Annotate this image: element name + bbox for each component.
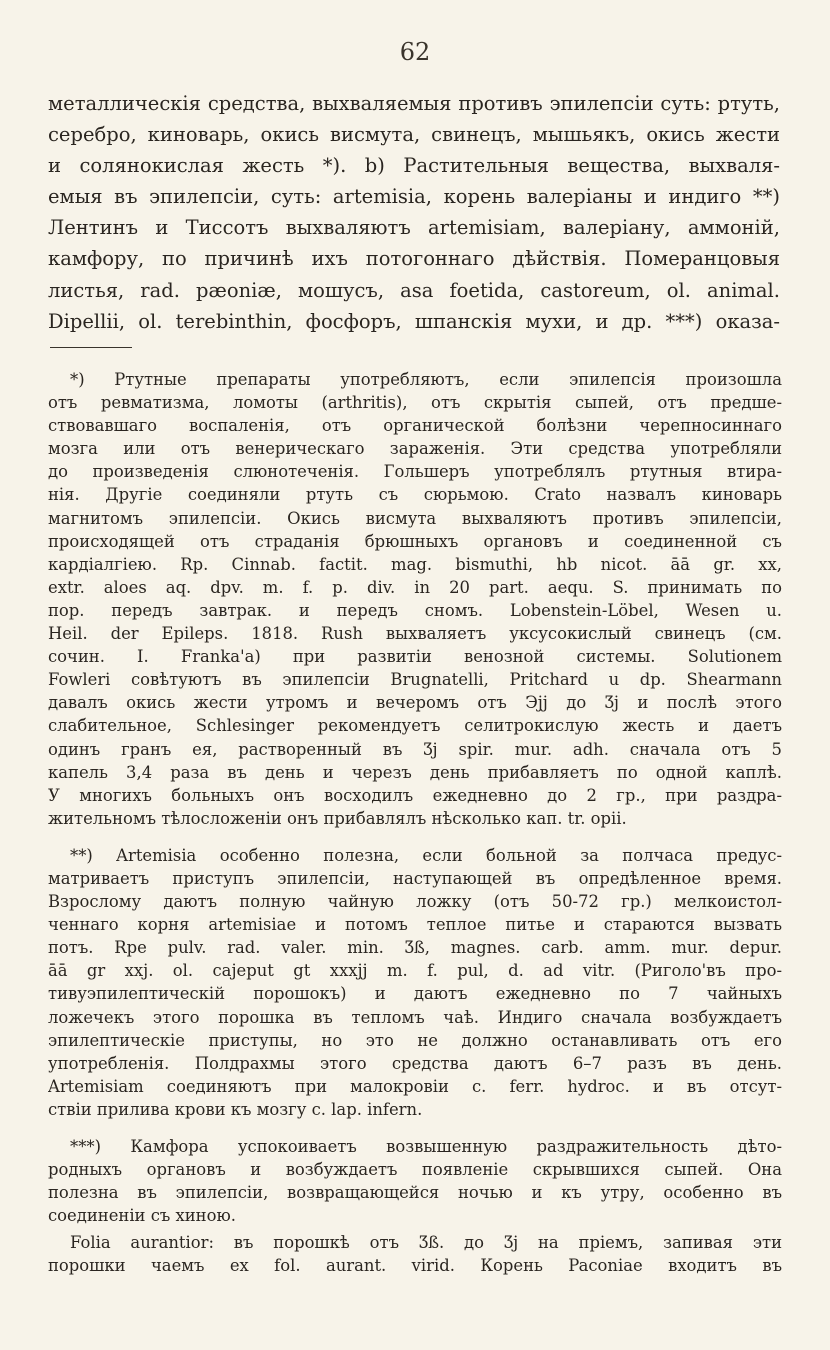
footnote-line: мозга или отъ венерическаго зараженія. Эти средства употребляли bbox=[48, 439, 782, 459]
footnote-line: до произведенія слюнотеченія. Гольшеръ употреблялъ ртутныя втира- bbox=[48, 462, 782, 482]
footnote-line: пор. передъ завтрак. и передъ сномъ. Lobenstein-Löbel, Wesen u. bbox=[48, 600, 782, 620]
footnote-line: Взрослому даютъ полную чайную ложку (отъ 50-72 гр.) мелкоистол- bbox=[48, 892, 782, 912]
footnote-line: полезна въ эпилепсіи, возвращающейся ночью и къ утру, особенно въ bbox=[48, 1183, 782, 1203]
footnotes bbox=[48, 368, 782, 1292]
footnote-line: ствіи прилива крови къ мозгу с. lap. infern. bbox=[48, 1099, 423, 1119]
footnote-line: давалъ окись жести утромъ и вечеромъ отъ Эjj до Ʒj и послѣ этого bbox=[48, 693, 782, 713]
footnote-line: тивуэпилептическій порошокъ) и даютъ ежедневно по 7 чайныхъ bbox=[48, 984, 782, 1004]
footnote-line: Heil. der Epileps. 1818. Rush выхваляетъ уксусокислый свинецъ (см. bbox=[48, 624, 782, 644]
footnote-line: **) Artemisia особенно полезна, если больной за полчаса предус- bbox=[70, 845, 782, 865]
footnote-line: ствовавшаго воспаленія, отъ органической болѣзни черепносиннаго bbox=[48, 416, 782, 436]
footnote-line: Fowleri совѣтуютъ въ эпилепсіи Brugnatelli, Pritchard u dp. Shearmann bbox=[48, 670, 782, 690]
main-line: емыя въ эпилепсіи, суть: artemisia, корень валеріаны и индиго **) bbox=[48, 185, 780, 209]
footnote-line: Artemisiam соединяютъ при малокровіи с. ferr. hydroc. и въ отсут- bbox=[48, 1076, 782, 1096]
footnote-line: одинъ гранъ ея, растворенный въ Ʒj spir. mur. adh. сначала отъ 5 bbox=[48, 739, 782, 759]
footnote-2 bbox=[48, 844, 782, 1121]
footnote-line: порошки чаемъ ex fol. aurant. virid. Корень Paconiae входитъ въ bbox=[48, 1256, 782, 1276]
footnote-line: родныхъ органовъ и возбуждаетъ появленіе скрывшихся сыпей. Она bbox=[48, 1160, 782, 1180]
footnote-line: жительномъ тѣлосложеніи онъ прибавлялъ нѣсколько кап. tr. opii. bbox=[48, 808, 627, 828]
footnote-line: употребленія. Полдрахмы этого средства даютъ 6–7 разъ въ день. bbox=[48, 1053, 782, 1073]
footnote-line: отъ ревматизма, ломоты (arthritis), отъ скрытія сыпей, отъ предше- bbox=[48, 393, 782, 413]
footnote-line: *) Ртутные препараты употребляютъ, если эпилепсія произошла bbox=[70, 370, 782, 389]
footnote-line: нія. Другіе соединяли ртуть съ сюрьмою. Crato назвалъ киноварь bbox=[48, 485, 782, 505]
main-paragraph bbox=[48, 88, 780, 337]
footnote-line: ченнаго корня artemisiae и потомъ теплое питье и стараются вызвать bbox=[48, 915, 782, 935]
main-line: и солянокислая жесть *). b) Растительныя вещества, выхваля- bbox=[48, 154, 780, 178]
footnote-line: Folia aurantior: въ порошкѣ отъ Ʒß. до Ʒj на пріемъ, запивая эти bbox=[70, 1233, 782, 1253]
footnote-line: кардіалгіею. Rp. Cinnab. factit. mag. bismuthi, hb nicot. āā gr. xx, bbox=[48, 554, 782, 574]
footnote-line: слабительное, Schlesinger рекомендуетъ селитрокислую жесть и даетъ bbox=[48, 716, 782, 736]
footnote-separator bbox=[50, 347, 132, 348]
footnote-line: матриваетъ приступъ эпилепсіи, наступающей въ опредѣленное время. bbox=[48, 868, 782, 888]
main-line: Лентинъ и Тиссотъ выхваляютъ artemisiam, валеріану, аммоній, bbox=[48, 216, 780, 240]
footnote-line: происходящей отъ страданія брюшныхъ органовъ и соединенной съ bbox=[48, 531, 782, 551]
footnote-line: āā gr xxj. ol. cajeput gt xxxjj m. f. pul, d. ad vitr. (Риголо'въ про- bbox=[48, 961, 782, 981]
footnote-line: ложечекъ этого порошка въ тепломъ чаѣ. Индиго сначала возбуждаетъ bbox=[48, 1007, 782, 1027]
page-number: 62 bbox=[399, 38, 431, 66]
footnote-line: эпилептическіе приступы, но это не должно останавливать отъ его bbox=[48, 1030, 782, 1050]
footnote-line: extr. aloes aq. dpv. m. f. p. div. in 20 part. aequ. S. принимать по bbox=[48, 577, 782, 597]
footnote-line: капель 3,4 раза въ день и черезъ день прибавляетъ по одной каплѣ. bbox=[48, 762, 782, 782]
footnote-line: сочин. I. Franka'a) при развитіи венозной системы. Solutionem bbox=[48, 647, 782, 667]
footnote-continuation bbox=[48, 1231, 782, 1277]
main-line: Dipellii, ol. terebinthin, фосфоръ, шпанскія мухи, и др. ***) оказа- bbox=[48, 309, 780, 333]
main-line: серебро, киноварь, окись висмута, свинецъ, мышьякъ, окись жести bbox=[48, 123, 780, 147]
footnote-line: ***) Камфора успокоиваетъ возвышенную раздражительность дѣто- bbox=[70, 1137, 782, 1156]
footnote-line: потъ. Rpe pulv. rad. valer. min. Ʒß, magnes. carb. amm. mur. depur. bbox=[48, 938, 782, 958]
footnote-line: соединеніи съ хиною. bbox=[48, 1206, 236, 1226]
main-line: камфору, по причинѣ ихъ потогоннаго дѣйствія. Померанцовыя bbox=[48, 247, 780, 271]
main-line: металлическія средства, выхваляемыя противъ эпилепсіи суть: ртуть, bbox=[48, 92, 780, 115]
main-line: листья, rad. pæoniæ, мошусъ, asa foetida, castoreum, ol. animal. bbox=[48, 278, 780, 302]
footnote-1 bbox=[48, 368, 782, 830]
footnote-3 bbox=[48, 1135, 782, 1227]
footnote-line: У многихъ больныхъ онъ восходилъ ежедневно до 2 гр., при раздра- bbox=[48, 785, 782, 805]
footnote-line: магнитомъ эпилепсіи. Окись висмута выхваляютъ противъ эпилепсіи, bbox=[48, 508, 782, 528]
